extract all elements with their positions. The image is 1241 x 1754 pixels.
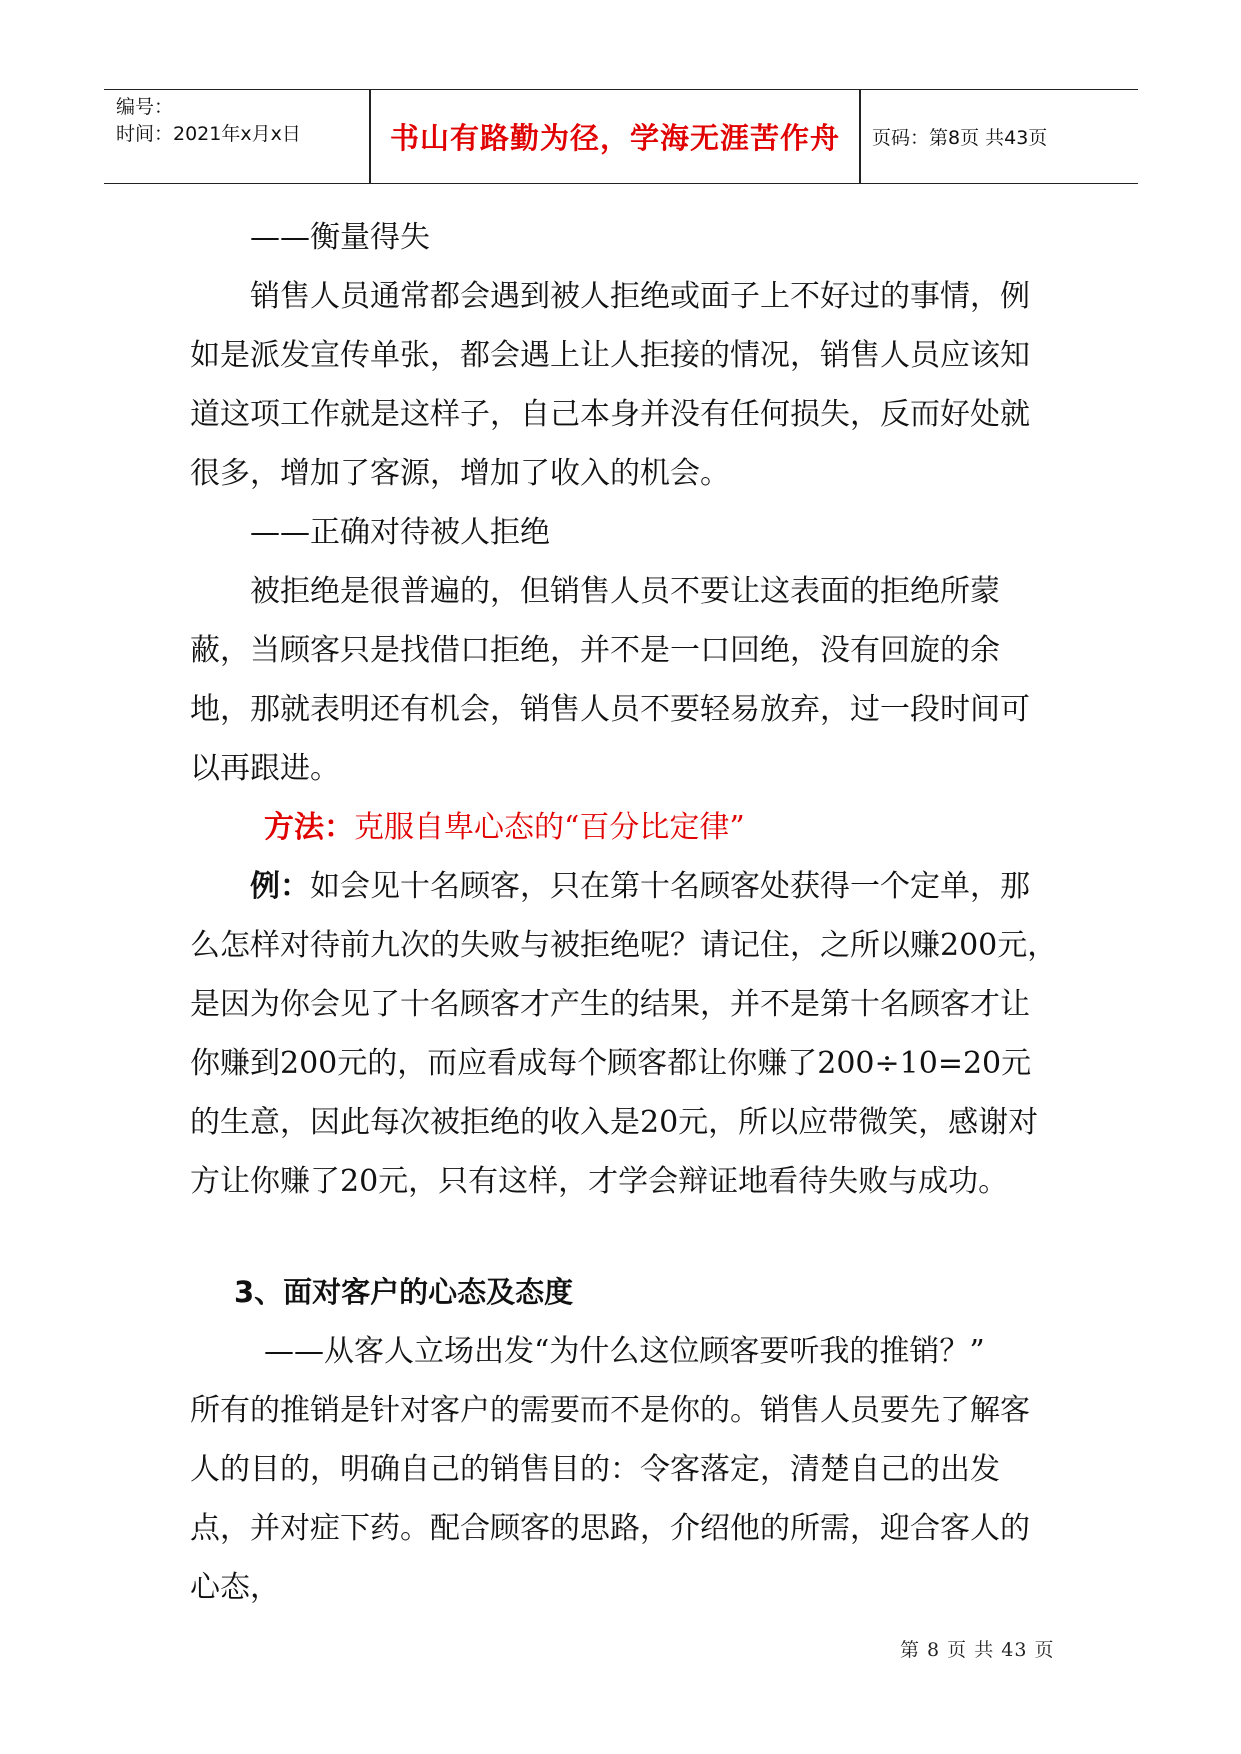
header-divider <box>859 90 861 183</box>
time-label: 时间：2021年x月x日 <box>116 123 301 145</box>
page-footer: 第 8 页 共 43 页 <box>900 1639 1055 1661</box>
number-label: 编号： <box>116 96 174 118</box>
paragraph: 销售人员通常都会遇到被人拒绝或面子上不好过的事情，例如是派发宣传单张，都会遇上让人拒接的情况，销售人员应该知道这项工作就是这样子，自己本身并没有任何损失，反而好处就很多，增加了客源，增加了收入的机会。 <box>190 279 1030 491</box>
section-title: 3、面对客户的心态及态度 <box>234 1275 574 1309</box>
paragraph: 所有的推销是针对客户的需要而不是你的。销售人员要先了解客人的目的，明确自己的销售目的：令客落定，清楚自己的出发点，并对症下药。配合顾客的思路，介绍他的所需，迎合客人的心态， <box>190 1393 1030 1605</box>
header-motto: 书山有路勤为径，学海无涯苦作舟 <box>389 121 840 155</box>
subheading-weigh-gains-losses: ——衡量得失 <box>250 220 430 255</box>
subheading-customer-perspective: ——从客人立场出发“为什么这位顾客要听我的推销？” <box>264 1334 985 1369</box>
example-paragraph <box>190 857 1058 1211</box>
example-label: 例： <box>250 869 310 904</box>
method-label: 方法： <box>264 810 354 845</box>
method-text: 克服自卑心态的“百分比定律” <box>354 810 745 845</box>
method-heading <box>190 798 1058 857</box>
header-meta <box>116 94 366 148</box>
example-text: 如会见十名顾客，只在第十名顾客处获得一个定单，那么怎样对待前九次的失败与被拒绝呢？请记住，之所以赚200元，是因为你会见了十名顾客才产生的结果，并不是第十名顾客才让你赚到200元的，而应看成每个顾客都让你赚了200÷10=20元的生意，因此每次被拒绝的收入是20元，所以应带微笑，感谢对方让你赚了20元，只有这样，才学会辩证地看待失败与成功。 <box>190 869 1058 1199</box>
paragraph: 被拒绝是很普遍的，但销售人员不要让这表面的拒绝所蒙蔽，当顾客只是找借口拒绝，并不是一口回绝，没有回旋的余地，那就表明还有机会，销售人员不要轻易放弃，过一段时间可以再跟进。 <box>190 574 1030 786</box>
document-body <box>190 208 1058 1617</box>
spacer <box>190 1211 1058 1263</box>
page-header <box>104 89 1138 184</box>
header-page-code: 页码：第8页 共43页 <box>872 127 1048 149</box>
subheading-handle-rejection: ——正确对待被人拒绝 <box>250 515 550 550</box>
